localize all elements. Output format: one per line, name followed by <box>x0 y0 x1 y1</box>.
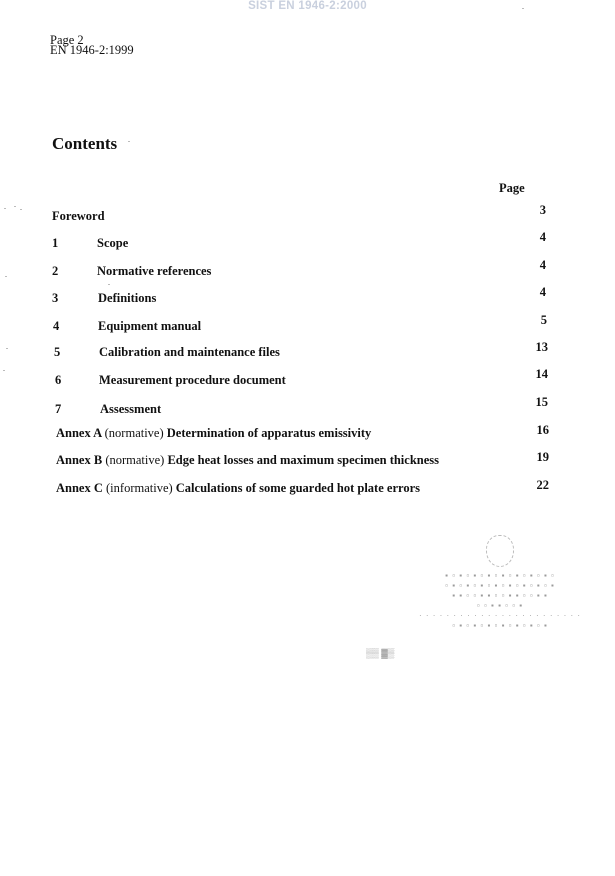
page-number: Page 2 <box>50 33 84 47</box>
toc-entry-number: 4 <box>53 319 60 333</box>
toc-entry-title: Assessment <box>100 402 162 416</box>
annex-type: (informative) <box>106 481 173 495</box>
toc-entry-page: 13 <box>535 340 548 354</box>
toc-entry-title: Measurement procedure document <box>99 373 286 387</box>
annex-label: Annex B <box>56 453 103 467</box>
toc-entry-title: Equipment manual <box>98 319 202 333</box>
toc-entry-page: 3 <box>539 203 546 217</box>
scan-speck <box>14 206 16 207</box>
watermark: SIST EN 1946-2:2000 <box>248 0 367 12</box>
toc-entry-page: 15 <box>535 395 548 409</box>
page-header <box>50 35 134 55</box>
toc-entry-title: Foreword <box>52 209 105 223</box>
annex-label: Annex A <box>56 426 102 440</box>
toc-entry-page: 5 <box>540 313 547 327</box>
annex-title: Calculations of some guarded hot plate errors <box>175 481 420 495</box>
toc-entry-page: 4 <box>539 258 546 272</box>
stamp-texture: ▫ ▫ ▪ ▪ ▫ ▫ ▪ <box>476 601 524 610</box>
toc-entry-number: 5 <box>54 345 61 359</box>
toc-entry-number: 1 <box>52 236 59 250</box>
toc-annex-b <box>56 453 439 468</box>
standard-number: EN 1946-2:1999 <box>50 43 134 57</box>
toc-entry-title: Scope <box>97 236 129 250</box>
stamp-texture: ▪ ▪ ▫ ▫ ▪ ▪ ▫ ▫ ▪ ▪ ▫ ▫ ▪ ▪ <box>452 591 548 600</box>
page-title: Contents <box>52 134 118 153</box>
smudge-mark: ▒▒ ▓▒ <box>366 648 395 658</box>
scan-speck <box>128 141 130 142</box>
toc-entry-page: 4 <box>539 285 546 299</box>
annex-title: Determination of apparatus emissivity <box>166 426 372 440</box>
toc-entry-foreword <box>52 209 105 224</box>
stamp-dotted-line: · · · · · · · · · · · · · · · · · · · · · · · · <box>418 611 582 620</box>
toc-entry-page: 19 <box>536 450 549 464</box>
scan-speck <box>5 276 7 277</box>
scan-speck <box>4 208 6 209</box>
toc-entry-title: Normative references <box>97 264 212 278</box>
annex-type: (normative) <box>105 453 165 467</box>
toc-entry-title: Definitions <box>98 291 157 305</box>
scan-speck <box>522 8 524 9</box>
crest-icon <box>486 535 514 567</box>
page-column-label: Page <box>499 181 525 195</box>
toc-entry-number: 6 <box>55 373 62 387</box>
scan-speck <box>6 348 8 349</box>
toc-entry-page: 14 <box>535 367 548 381</box>
scan-speck <box>3 370 5 371</box>
stamp-texture: ▪ ▫ ▪ ▫ ▪ ▫ ▪ ▫ ▪ ▫ ▪ ▫ ▪ ▫ ▪ ▫ <box>445 571 555 580</box>
stamp-texture: ▫ ▪ ▫ ▪ ▫ ▪ ▫ ▪ ▫ ▪ ▫ ▪ ▫ ▪ ▫ ▪ <box>445 581 555 590</box>
toc-entry-number: 7 <box>55 402 62 416</box>
annex-label: Annex C <box>56 481 103 495</box>
toc-entry-page: 22 <box>536 478 549 492</box>
toc-annex-c <box>56 481 420 496</box>
scan-speck <box>20 209 22 210</box>
toc-entry-number: 3 <box>52 291 59 305</box>
annex-title: Edge heat losses and maximum specimen thickness <box>167 453 440 467</box>
toc-annex-a <box>56 426 371 441</box>
library-stamp <box>410 535 590 645</box>
toc-entry-number: 2 <box>52 264 59 278</box>
toc-entry-page: 4 <box>539 230 546 244</box>
stamp-texture: ▫ ▪ ▫ ▪ ▫ ▪ ▫ ▪ ▫ ▪ ▫ ▪ ▫ ▪ <box>452 621 548 630</box>
scan-speck <box>108 284 110 285</box>
annex-type: (normative) <box>104 426 164 440</box>
toc-entry-title: Calibration and maintenance files <box>99 345 280 359</box>
toc-entry-page: 16 <box>536 423 549 437</box>
